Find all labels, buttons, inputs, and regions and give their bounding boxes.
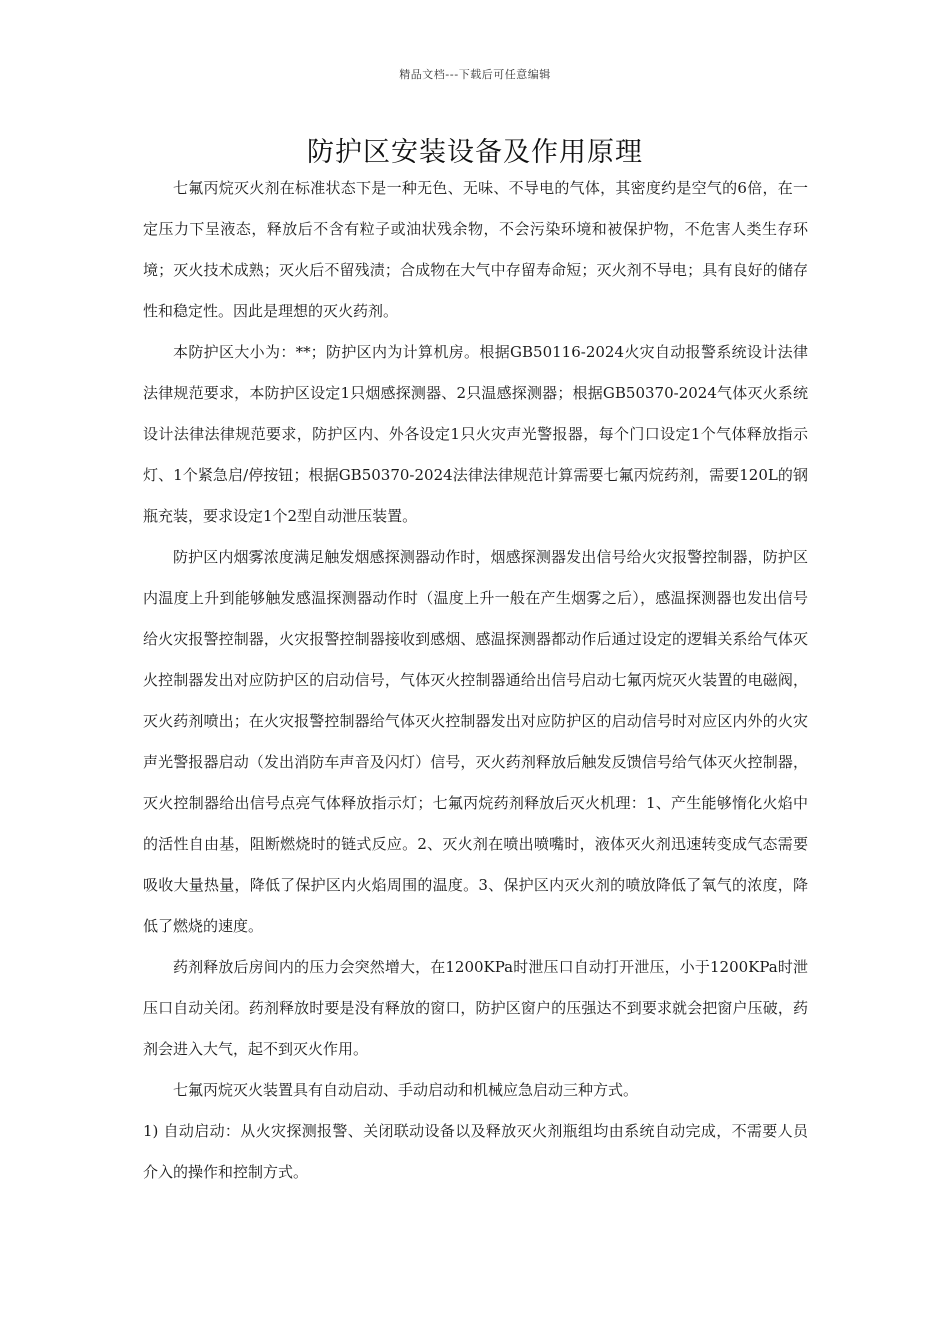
paragraph-working-principle: 防护区内烟雾浓度满足触发烟感探测器动作时，烟感探测器发出信号给火灾报警控制器，防护区内温度上升到能够触发感温探测器动作时（温度上升一般在产生烟雾之后），感温探测器也发出信号给火灾报警控制器，火灾报警控制器接收到感烟、感温探测器都动作后通过设定的逻辑关系给气体灭火控制器发出对应防护区的启动信号，气体灭火控制器通给出信号启动七氟丙烷灭火装置的电磁阀，灭火药剂喷出；在火灾报警控制器给气体灭火控制器发出对应防护区的启动信号时对应区内外的火灾声光警报器启动（发出消防车声音及闪灯）信号，灭火药剂释放后触发反馈信号给气体灭火控制器，灭火控制器给出信号点亮气体释放指示灯；七氟丙烷药剂释放后灭火机理：1、产生能够惰化火焰中的活性自由基，阻断燃烧时的链式反应。2、灭火剂在喷出喷嘴时，液体灭火剂迅速转变成气态需要吸收大量热量，降低了保护区内火焰周围的温度。3、保护区内灭火剂的喷放降低了氧气的浓度，降低了燃烧的速度。 [143,548,808,935]
paragraph-start-modes: 七氟丙烷灭火装置具有自动启动、手动启动和机械应急启动三种方式。 [173,1081,639,1099]
document-title: 防护区安装设备及作用原理 [307,137,643,168]
header-note: 精品文档---下载后可任意编辑 [399,68,551,81]
paragraph-agent-properties: 七氟丙烷灭火剂在标准状态下是一种无色、无味、不导电的气体，其密度约是空气的6倍，在一定压力下呈液态，释放后不含有粒子或油状残余物，不会污染环境和被保护物，不危害人类生存环境；灭火技术成熟；灭火后不留残渍；合成物在大气中存留寿命短；灭火剂不导电；具有良好的储存性和稳定性。因此是理想的灭火药剂。 [143,179,808,320]
paragraph-zone-configuration: 本防护区大小为：**；防护区内为计算机房。根据GB50116-2024火灾自动报警系统设计法律法律规范要求，本防护区设定1只烟感探测器、2只温感探测器；根据GB50370-2024气体灭火系统设计法律法律规范要求，防护区内、外各设定1只火灾声光警报器，每个门口设定1个气体释放指示灯、1个紧急启/停按钮；根据GB50370-2024法律法律规范计算需要七氟丙烷药剂，需要120L的钢瓶充装，要求设定1个2型自动泄压装置。 [143,343,808,525]
paragraph-auto-start: 1) 自动启动：从火灾探测报警、关闭联动设备以及释放灭火剂瓶组均由系统自动完成，不需要人员介入的操作和控制方式。 [143,1122,808,1181]
paragraph-pressure-relief: 药剂释放后房间内的压力会突然增大，在1200KPa时泄压口自动打开泄压，小于1200KPa时泄压口自动关闭。药剂释放时要是没有释放的窗口，防护区窗户的压强达不到要求就会把窗户压破，药剂会进入大气，起不到灭火作用。 [143,958,808,1058]
document-body [143,168,808,1193]
